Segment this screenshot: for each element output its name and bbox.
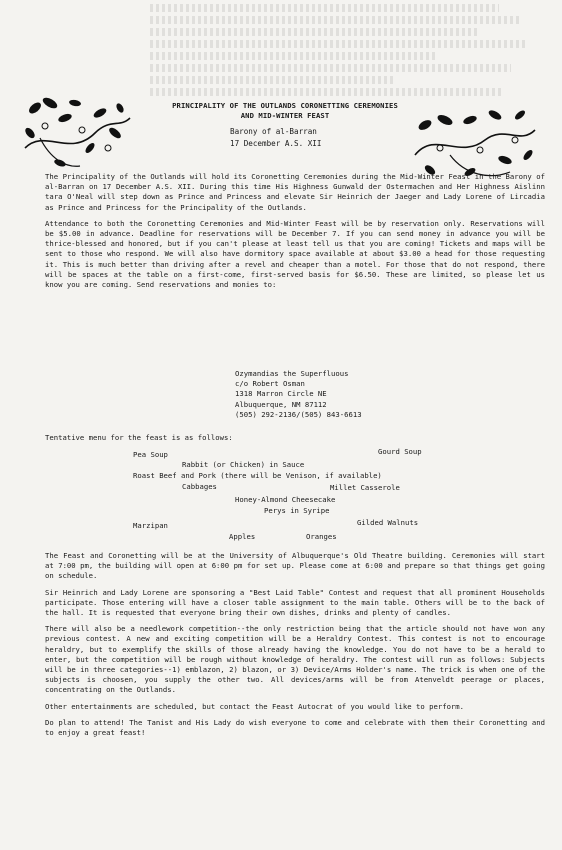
left-vine-ornament: [20, 88, 135, 178]
upper-body: [45, 172, 545, 296]
title-line-1: PRINCIPALITY OF THE OUTLANDS CORONETTING CEREMONIES: [172, 101, 398, 110]
address-line: Ozymandias the Superfluous: [235, 369, 349, 378]
attendance-paragraph: Attendance to both the Coronetting Ceremonies and Mid-Winter Feast will be by reservation only. Reservations will be $5.00 in advance. Deadline for reservations will be December 7. If you can send money in advance you will be thrice-blessed and honored, but if you can't please at least tell us that you are coming! Tickets and maps will be sent to those who respond. We will also have dormitory space available at about $3.00 a head for those requesting it. This is much better than driving after a revel and cheaper than a motel. For those that do not respond, there will be spaces at the table on a first-come, first-served basis for $6.50. These are limited, so please let us know you are coming. Send reservations and monies to:: [45, 218, 545, 290]
menu-item: Millet Casserole: [330, 483, 400, 492]
needlework-paragraph: There will also be a needlework competition--the only restriction being that the article should not have won any previous contest. A new and exciting competition will be a Heraldry Contest. This contest is not to encourage heraldry, but to exemplify the skills of those already having the knowledge. You do not have to be a herald to enter, but the competition will be rough without knowledge of heraldry. The contest will run as follows: Subjects will be in three categories--1) emblazon, 2) blazon, or 3) Device/Arms Holder's name. The trick is when one of the subjects is choosen, you supply the other two. All devices/arms will be from Atenveldt peerage or places, concentrating on the Outlands.: [45, 624, 545, 695]
menu-item: Gilded Walnuts: [357, 518, 419, 527]
title-line-2: AND MID-WINTER FEAST: [240, 111, 330, 120]
menu-item: Honey-Almond Cheesecake: [235, 495, 336, 504]
menu-item: Gourd Soup: [378, 447, 422, 456]
menu-item: Roast Beef and Pork (there will be Venison, if available): [133, 471, 382, 480]
barony: Barony of al-Barran: [230, 127, 317, 136]
menu-item: Pea Soup: [133, 450, 168, 459]
contest-paragraph: Sir Heinrich and Lady Lorene are sponsoring a "Best Laid Table" Contest and request that all prominent Households participate. Those entering will have a closer table assignment to the main table. Others will be to the back of the hall. It is requested that everyone bring their own dishes, drinks and plenty of candles.: [45, 587, 545, 618]
address-line: (505) 292-2136/(505) 843-6613: [235, 409, 362, 419]
menu-item: Cabbages: [182, 482, 217, 491]
address-block: [235, 369, 362, 420]
lower-body: [45, 551, 545, 744]
menu-intro: Tentative menu for the feast is as follows:: [45, 433, 233, 442]
address-line: c/o Robert Osman: [235, 379, 305, 389]
menu-item: Oranges: [306, 532, 337, 541]
closing-paragraph: Do plan to attend! The Tanist and His Lady do wish everyone to come and celebrate with them their Coronetting and to enjoy a great feast!: [45, 717, 545, 738]
intro-paragraph: The Principality of the Outlands will hold its Coronetting Ceremonies during the Mid-Winter Feast in the Barony of al-Barran on 17 December A.S. XII. During this time His Highness Gunwald der Ostermachen and Her Highness Aislinn tara O'Neal will step down as Prince and Princess and elevate Sir Heinrich der Jaeger and Lady Lorene of Lircadia as Prince and Princess for the Principality of the Outlands.: [45, 172, 545, 212]
menu-item: Rabbit (or Chicken) in Sauce: [182, 460, 305, 469]
address-line: Albuquerque, NM 87112: [235, 399, 327, 409]
event-date: 17 December A.S. XII: [230, 139, 322, 148]
menu-item: Perys in Syripe: [264, 506, 330, 515]
menu-item: Marzipan: [133, 521, 168, 530]
entertainment-paragraph: Other entertainments are scheduled, but contact the Feast Autocrat of you would like to perform.: [45, 701, 465, 711]
menu-item: Apples: [229, 532, 256, 541]
address-line: 1318 Marron Circle NE: [235, 389, 327, 399]
location-paragraph: The Feast and Coronetting will be at the University of Albuquerque's Old Theatre building. Ceremonies will start at 7:00 pm, the building will open at 6:00 pm for set up. Please come at 6:00 and prepare so that things get going on schedule.: [45, 551, 545, 581]
